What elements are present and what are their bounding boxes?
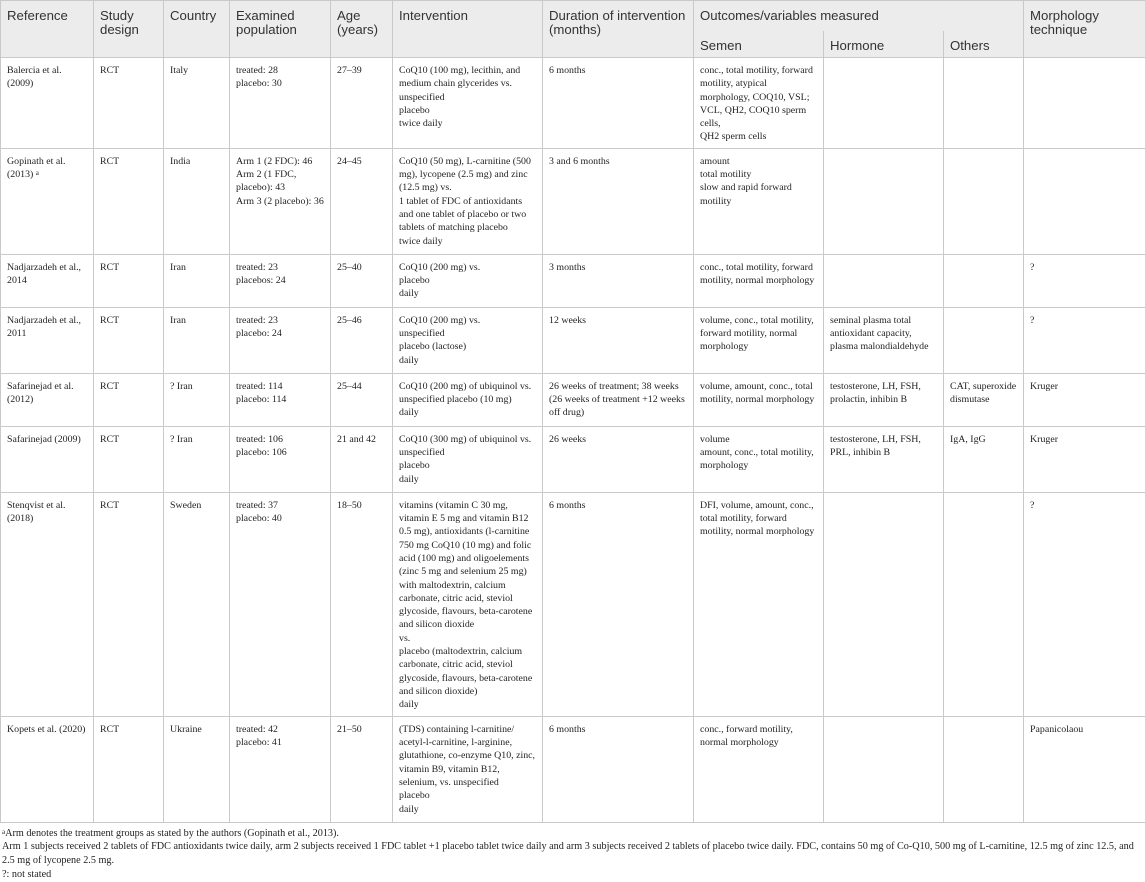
cell-country: ? Iran	[164, 426, 230, 492]
cell-duration: 6 months	[543, 492, 694, 716]
cell-morphology: Kruger	[1024, 373, 1145, 426]
header-intervention: Intervention	[393, 1, 543, 58]
cell-country: Ukraine	[164, 716, 230, 822]
cell-intervention: CoQ10 (300 mg) of ubiquinol vs. unspecified placebo daily	[393, 426, 543, 492]
cell-intervention: CoQ10 (200 mg) vs. placebo daily	[393, 254, 543, 307]
cell-others: CAT, superoxide dismutase	[944, 373, 1024, 426]
cell-semen: amount total motility slow and rapid forward motility	[694, 148, 824, 254]
header-others: Others	[944, 31, 1024, 58]
cell-age: 21 and 42	[331, 426, 393, 492]
cell-others	[944, 254, 1024, 307]
cell-population: treated: 28 placebo: 30	[230, 58, 331, 149]
table-footnotes	[0, 823, 1145, 882]
cell-age: 25–40	[331, 254, 393, 307]
header-reference: Reference	[1, 1, 94, 58]
cell-population: Arm 1 (2 FDC): 46 Arm 2 (1 FDC, placebo): 43 Arm 3 (2 placebo): 36	[230, 148, 331, 254]
cell-semen: conc., total motility, forward motility, atypical morphology, COQ10, VSL; VCL, QH2, COQ10 sperm cells, QH2 sperm cells	[694, 58, 824, 149]
cell-age: 25–44	[331, 373, 393, 426]
footnote-1-text: Arm denotes the treatment groups as stated by the authors (Gopinath et al., 2013).	[5, 828, 339, 839]
cell-morphology	[1024, 148, 1145, 254]
cell-hormone	[824, 58, 944, 149]
cell-others	[944, 307, 1024, 373]
cell-country: Sweden	[164, 492, 230, 716]
cell-others	[944, 148, 1024, 254]
cell-country: Iran	[164, 307, 230, 373]
cell-semen: volume, conc., total motility, forward motility, normal morphology	[694, 307, 824, 373]
cell-age: 24–45	[331, 148, 393, 254]
table-row	[1, 492, 1145, 716]
cell-others	[944, 492, 1024, 716]
cell-hormone: seminal plasma total antioxidant capacity, plasma malondialdehyde	[824, 307, 944, 373]
footnote-2: Arm 1 subjects received 2 tablets of FDC antioxidants twice daily, arm 2 subjects received 1 FDC tablet +1 placebo tablet twice daily and arm 3 subjects received 2 tablets of placebo twice daily. FDC, contains 50 mg of Co-Q10, 500 mg of L-carnitine, 12.5 mg of zinc 12.5, and 2.5 mg of lycopene 2.5 mg.	[2, 840, 1143, 867]
cell-morphology: Kruger	[1024, 426, 1145, 492]
table-row	[1, 716, 1145, 822]
cell-reference: Nadjarzadeh et al., 2011	[1, 307, 94, 373]
cell-design: RCT	[94, 58, 164, 149]
cell-reference: Balercia et al. (2009)	[1, 58, 94, 149]
footnote-1-mark: a	[2, 828, 5, 836]
cell-duration: 3 months	[543, 254, 694, 307]
footnote-1	[2, 827, 1143, 841]
cell-reference: Kopets et al. (2020)	[1, 716, 94, 822]
cell-country: India	[164, 148, 230, 254]
cell-duration: 26 weeks	[543, 426, 694, 492]
cell-intervention: CoQ10 (200 mg) vs. unspecified placebo (lactose) daily	[393, 307, 543, 373]
header-age: Age (years)	[331, 1, 393, 58]
cell-intervention: CoQ10 (50 mg), L-carnitine (500 mg), lycopene (2.5 mg) and zinc (12.5 mg) vs. 1 tablet of FDC of antioxidants and one tablet of placebo or two tablets of matching placebo twice daily	[393, 148, 543, 254]
cell-duration: 26 weeks of treatment; 38 weeks (26 weeks of treatment +12 weeks off drug)	[543, 373, 694, 426]
cell-duration: 12 weeks	[543, 307, 694, 373]
cell-intervention: vitamins (vitamin C 30 mg, vitamin E 5 mg and vitamin B12 0.5 mg), antioxidants (l-carnitine 750 mg CoQ10 (10 mg) and folic acid (100 mg) and oligoelements (zinc 5 mg and selenium 25 mg) with maltodextrin, calcium carbonate, citric acid, steviol glycoside, flavours, beta-carotene and silicon dioxide vs. placebo (maltodextrin, calcium carbonate, citric acid, steviol glycoside, flavours, beta-carotene and silicon dioxide) daily	[393, 492, 543, 716]
cell-design: RCT	[94, 426, 164, 492]
cell-reference: Safarinejad (2009)	[1, 426, 94, 492]
cell-population: treated: 37 placebo: 40	[230, 492, 331, 716]
cell-duration: 3 and 6 months	[543, 148, 694, 254]
header-duration: Duration of intervention (months)	[543, 1, 694, 58]
cell-population: treated: 42 placebo: 41	[230, 716, 331, 822]
table-row	[1, 148, 1145, 254]
cell-hormone	[824, 492, 944, 716]
cell-reference	[1, 148, 94, 254]
cell-reference: Safarinejad et al. (2012)	[1, 373, 94, 426]
header-country: Country	[164, 1, 230, 58]
cell-intervention: (TDS) containing l-carnitine/ acetyl-l-carnitine, l-arginine, glutathione, co-enzyme Q10, zinc, vitamin B9, vitamin B12, selenium, vs. unspecified placebo daily	[393, 716, 543, 822]
cell-design: RCT	[94, 148, 164, 254]
cell-reference: Nadjarzadeh et al., 2014	[1, 254, 94, 307]
cell-hormone: testosterone, LH, FSH, prolactin, inhibin B	[824, 373, 944, 426]
table-row	[1, 373, 1145, 426]
table-row	[1, 426, 1145, 492]
cell-morphology: Papanicolaou	[1024, 716, 1145, 822]
cell-morphology: ?	[1024, 492, 1145, 716]
table-row	[1, 307, 1145, 373]
cell-morphology: ?	[1024, 307, 1145, 373]
footnote-mark: a	[36, 169, 39, 177]
cell-population: treated: 106 placebo: 106	[230, 426, 331, 492]
cell-age: 25–46	[331, 307, 393, 373]
cell-population: treated: 114 placebo: 114	[230, 373, 331, 426]
header-population: Examined population	[230, 1, 331, 58]
cell-morphology	[1024, 58, 1145, 149]
cell-age: 18–50	[331, 492, 393, 716]
cell-age: 21–50	[331, 716, 393, 822]
cell-others: IgA, IgG	[944, 426, 1024, 492]
cell-others	[944, 716, 1024, 822]
cell-design: RCT	[94, 492, 164, 716]
cell-duration: 6 months	[543, 58, 694, 149]
cell-semen: volume amount, conc., total motility, morphology	[694, 426, 824, 492]
cell-morphology: ?	[1024, 254, 1145, 307]
table-row	[1, 254, 1145, 307]
cell-design: RCT	[94, 307, 164, 373]
cell-country: ? Iran	[164, 373, 230, 426]
cell-age: 27–39	[331, 58, 393, 149]
cell-semen: conc., forward motility, normal morphology	[694, 716, 824, 822]
header-semen: Semen	[694, 31, 824, 58]
cell-country: Italy	[164, 58, 230, 149]
cell-design: RCT	[94, 254, 164, 307]
reference-text: Gopinath et al. (2013)	[7, 156, 65, 180]
cell-population: treated: 23 placebos: 24	[230, 254, 331, 307]
cell-semen: conc., total motility, forward motility, normal morphology	[694, 254, 824, 307]
header-row	[1, 1, 1145, 32]
cell-duration: 6 months	[543, 716, 694, 822]
cell-others	[944, 58, 1024, 149]
cell-semen: DFI, volume, amount, conc., total motility, forward motility, normal morphology	[694, 492, 824, 716]
cell-reference: Stenqvist et al. (2018)	[1, 492, 94, 716]
cell-intervention: CoQ10 (200 mg) of ubiquinol vs. unspecified placebo (10 mg) daily	[393, 373, 543, 426]
footnote-3: ?: not stated	[2, 868, 1143, 882]
header-outcomes: Outcomes/variables measured	[694, 1, 1024, 32]
cell-hormone: testosterone, LH, FSH, PRL, inhibin B	[824, 426, 944, 492]
cell-intervention: CoQ10 (100 mg), lecithin, and medium chain glycerides vs. unspecified placebo twice daily	[393, 58, 543, 149]
cell-design: RCT	[94, 373, 164, 426]
cell-semen: volume, amount, conc., total motility, normal morphology	[694, 373, 824, 426]
cell-hormone	[824, 254, 944, 307]
header-study-design: Study design	[94, 1, 164, 58]
cell-population: treated: 23 placebo: 24	[230, 307, 331, 373]
cell-country: Iran	[164, 254, 230, 307]
table-row	[1, 58, 1145, 149]
header-morphology: Morphology technique	[1024, 1, 1145, 58]
header-hormone: Hormone	[824, 31, 944, 58]
cell-hormone	[824, 716, 944, 822]
cell-design: RCT	[94, 716, 164, 822]
cell-hormone	[824, 148, 944, 254]
